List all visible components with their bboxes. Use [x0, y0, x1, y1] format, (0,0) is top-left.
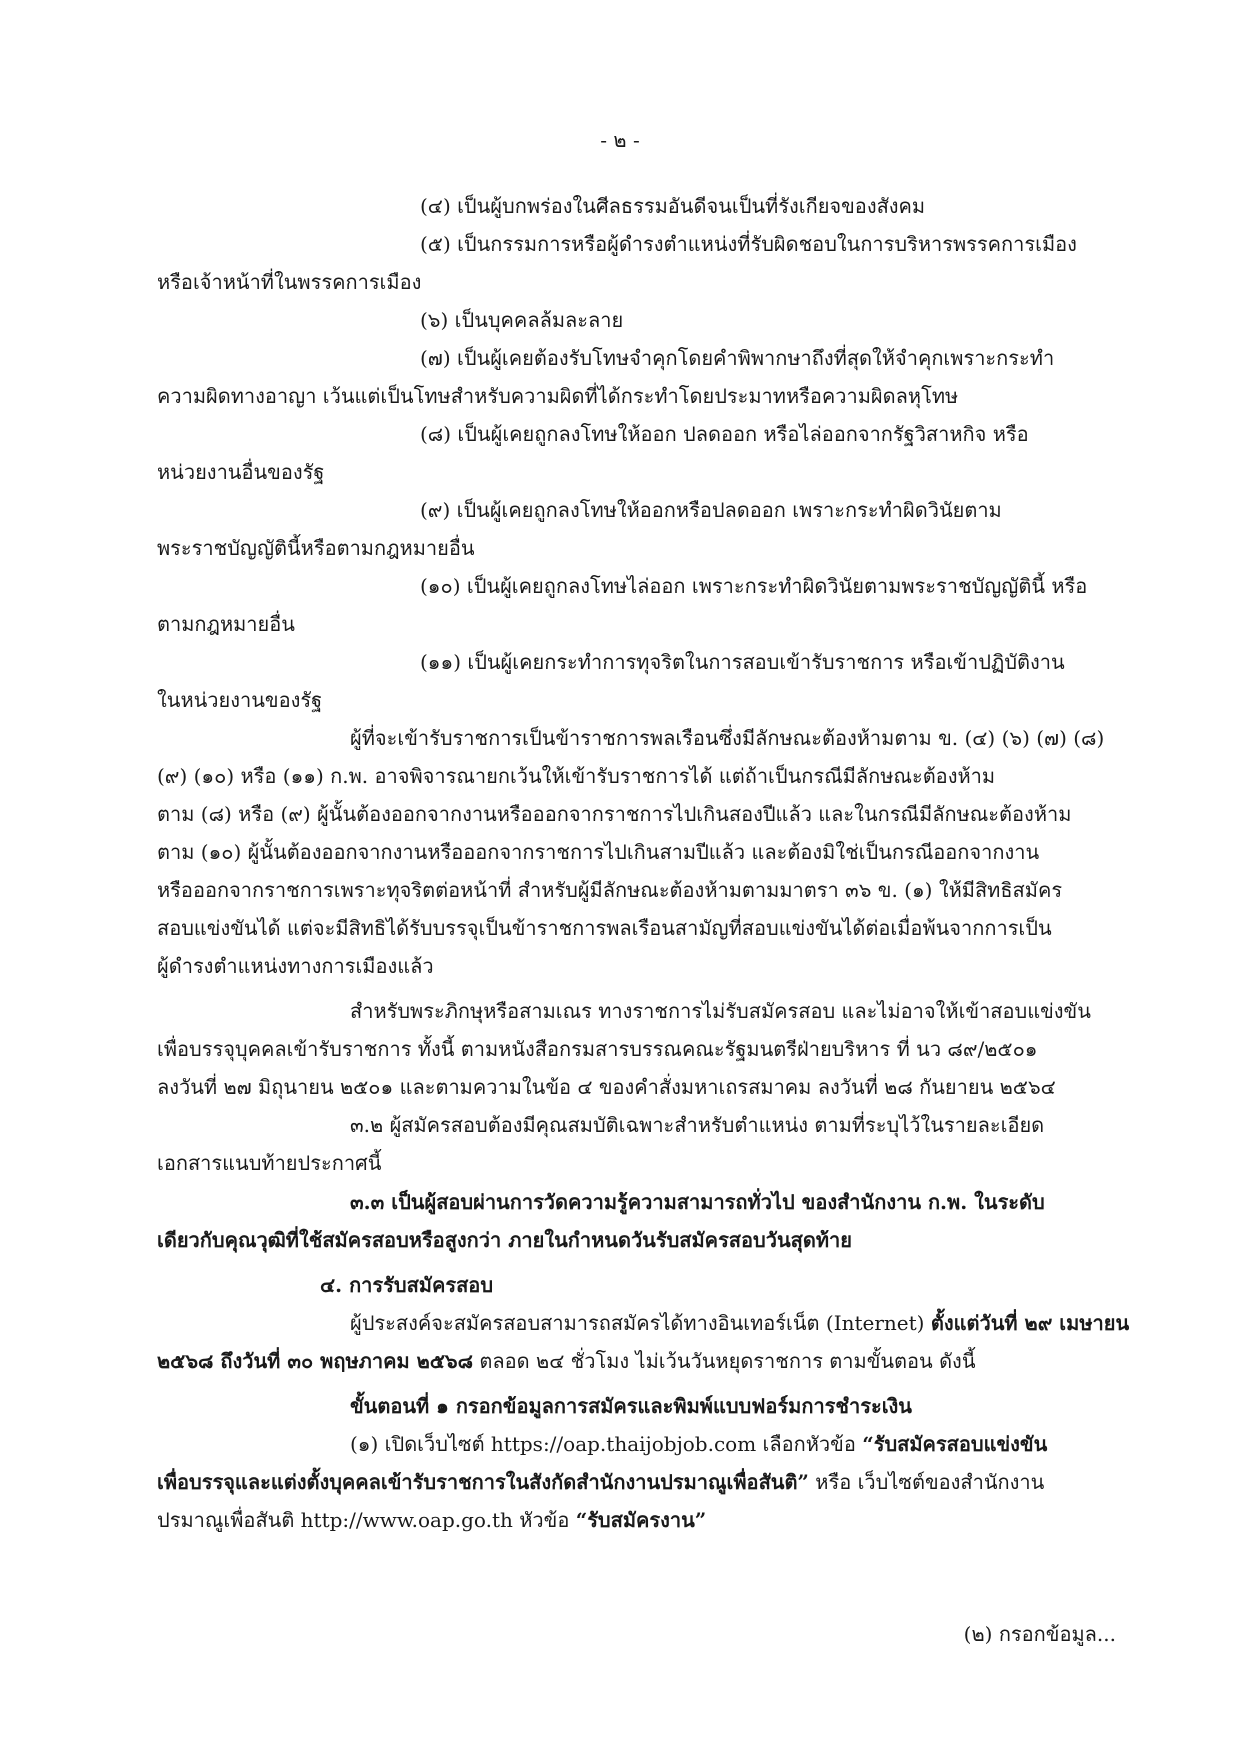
section-heading-4: ๔. การรับสมัครสอบ: [320, 1273, 494, 1297]
text-line-34: [157, 1463, 1117, 1501]
text-line-26: เอกสารแนบท้ายประกาศนี้: [157, 1151, 382, 1175]
text-line-33-a: (๑) เปิดเว็บไซต์ https://oap.thaijobjob.com เลือกหัวข้อ: [350, 1432, 863, 1456]
text-line-9: (๙) เป็นผู้เคยถูกลงโทษให้ออกหรือปลดออก เพราะกระทำผิดวินัยตาม: [420, 498, 1002, 522]
text-line-1: (๔) เป็นผู้บกพร่องในศีลธรรมอันดีจนเป็นที่รังเกียจของสังคม: [420, 194, 926, 218]
text-line-31-a: ๒๕๖๘ ถึงวันที่ ๓๐ พฤษภาคม ๒๕๖๘: [157, 1349, 474, 1373]
text-line-34-a: เพื่อบรรจุและแต่งตั้งบุคคลเข้ารับราชการในสังกัดสำนักงานปรมาณูเพื่อสันติ”: [157, 1470, 809, 1494]
text-line-35-a: ปรมาณูเพื่อสันติ http://www.oap.go.th หัวข้อ: [157, 1508, 576, 1532]
text-line-34-b: หรือ เว็บไซต์ของสำนักงาน: [808, 1470, 1045, 1494]
text-line-17: ตาม (๘) หรือ (๙) ผู้นั้นต้องออกจากงานหรือออกจากราชการไปเกินสองปีแล้ว และในกรณีมีลักษณะต้องห้าม: [157, 802, 1072, 826]
text-line-12: ตามกฎหมายอื่น: [157, 612, 295, 636]
text-line-3: หรือเจ้าหน้าที่ในพรรคการเมือง: [157, 270, 422, 294]
text-line-2: (๕) เป็นกรรมการหรือผู้ดำรงตำแหน่งที่รับผิดชอบในการบริหารพรรคการเมือง: [420, 232, 1077, 256]
text-line-31-b: ตลอด ๒๔ ชั่วโมง ไม่เว้นวันหยุดราชการ ตามขั้นตอน ดังนี้: [473, 1349, 976, 1373]
text-line-27: ๓.๓ เป็นผู้สอบผ่านการวัดความรู้ความสามารถทั่วไป ของสำนักงาน ก.พ. ในระดับ: [350, 1190, 1045, 1214]
text-line-35-b: “รับสมัครงาน”: [575, 1508, 707, 1532]
text-line-5: (๗) เป็นผู้เคยต้องรับโทษจำคุกโดยคำพิพากษาถึงที่สุดให้จำคุกเพราะกระทำ: [420, 346, 1055, 370]
text-line-23: เพื่อบรรจุบุคคลเข้ารับราชการ ทั้งนี้ ตามหนังสือกรมสารบรรณคณะรัฐมนตรีฝ่ายบริหาร ที่ นว ๘๙/๒๕๐๑: [157, 1037, 1038, 1061]
page-number: - ๒ -: [600, 128, 640, 152]
text-line-18: ตาม (๑๐) ผู้นั้นต้องออกจากงานหรือออกจากราชการไปเกินสามปีแล้ว และต้องมิใช่เป็นกรณีออกจากงาน: [157, 840, 1040, 864]
text-line-30: [350, 1304, 1240, 1342]
text-line-30-b: ตั้งแต่วันที่ ๒๙ เมษายน: [930, 1311, 1130, 1335]
text-line-7: (๘) เป็นผู้เคยถูกลงโทษให้ออก ปลดออก หรือไล่ออกจากรัฐวิสาหกิจ หรือ: [420, 422, 1029, 446]
text-line-14: ในหน่วยงานของรัฐ: [157, 688, 323, 712]
text-line-25: ๓.๒ ผู้สมัครสอบต้องมีคุณสมบัติเฉพาะสำหรับตำแหน่ง ตามที่ระบุไว้ในรายละเอียด: [350, 1113, 1045, 1137]
text-line-16: (๙) (๑๐) หรือ (๑๑) ก.พ. อาจพิจารณายกเว้นให้เข้ารับราชการได้ แต่ถ้าเป็นกรณีมีลักษณะต้องห้าม: [157, 764, 996, 788]
text-line-19: หรือออกจากราชการเพราะทุจริตต่อหน้าที่ สำหรับผู้มีลักษณะต้องห้ามตามมาตรา ๓๖ ข. (๑) ให้มีสิทธิสมัคร: [157, 878, 1063, 902]
text-line-15: ผู้ที่จะเข้ารับราชการเป็นข้าราชการพลเรือนซึ่งมีลักษณะต้องห้ามตาม ข. (๔) (๖) (๗) (๘): [350, 726, 1105, 750]
text-line-33: [350, 1425, 1240, 1463]
text-line-13: (๑๑) เป็นผู้เคยกระทำการทุจริตในการสอบเข้ารับราชการ หรือเข้าปฏิบัติงาน: [420, 650, 1065, 674]
text-line-21: ผู้ดำรงตำแหน่งทางการเมืองแล้ว: [157, 954, 434, 978]
text-line-11: (๑๐) เป็นผู้เคยถูกลงโทษไล่ออก เพราะกระทำผิดวินัยตามพระราชบัญญัตินี้ หรือ: [420, 574, 1088, 598]
text-line-30-a: ผู้ประสงค์จะสมัครสอบสามารถสมัครได้ทางอินเทอร์เน็ต (Internet): [350, 1311, 931, 1335]
text-line-24: ลงวันที่ ๒๗ มิถุนายน ๒๕๐๑ และตามความในข้อ ๔ ของคำสั่งมหาเถรสมาคม ลงวันที่ ๒๘ กันยายน ๒๕๖๔: [157, 1075, 1056, 1099]
text-line-8: หน่วยงานอื่นของรัฐ: [157, 460, 325, 484]
text-line-4: (๖) เป็นบุคคลล้มละลาย: [420, 308, 624, 332]
text-line-35: [157, 1501, 1117, 1539]
step-heading-1: ขั้นตอนที่ ๑ กรอกข้อมูลการสมัครและพิมพ์แบบฟอร์มการชำระเงิน: [350, 1394, 912, 1418]
text-line-10: พระราชบัญญัตินี้หรือตามกฎหมายอื่น: [157, 536, 475, 560]
text-line-33-b: “รับสมัครสอบแข่งขัน: [862, 1432, 1048, 1456]
text-line-20: สอบแข่งขันได้ แต่จะมีสิทธิได้รับบรรจุเป็นข้าราชการพลเรือนสามัญที่สอบแข่งขันได้ต่อเมื่อพ้นจากการเป็น: [157, 916, 1052, 940]
next-page-continuation: (๒) กรอกข้อมูล...: [963, 1622, 1116, 1646]
text-line-28: เดียวกับคุณวุฒิที่ใช้สมัครสอบหรือสูงกว่า ภายในกำหนดวันรับสมัครสอบวันสุดท้าย: [157, 1228, 852, 1252]
text-line-31: [157, 1342, 1117, 1380]
text-line-6: ความผิดทางอาญา เว้นแต่เป็นโทษสำหรับความผิดที่ได้กระทำโดยประมาทหรือความผิดลหุโทษ: [157, 384, 959, 408]
text-line-22: สำหรับพระภิกษุหรือสามเณร ทางราชการไม่รับสมัครสอบ และไม่อาจให้เข้าสอบแข่งขัน: [350, 999, 1091, 1023]
